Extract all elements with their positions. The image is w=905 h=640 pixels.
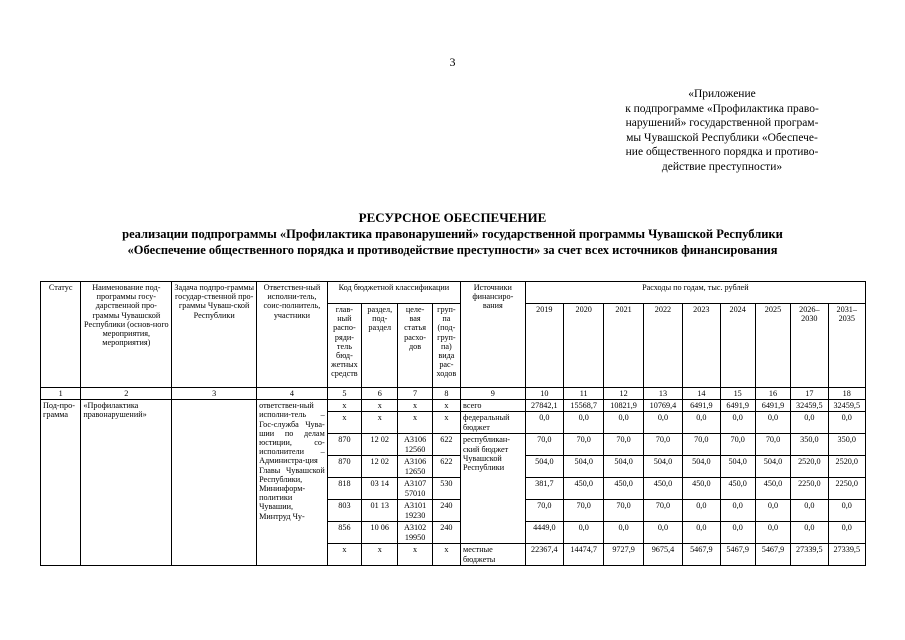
value-cell: 504,0: [604, 456, 643, 478]
table-row: [41, 400, 866, 412]
value-cell: 0,0: [604, 522, 643, 544]
header-task: Задача подпро-граммы государ-ственной про-граммы Чуваш-ской Республики: [172, 282, 257, 388]
value-cell: 27842,1: [525, 400, 563, 412]
value-cell: 450,0: [604, 478, 643, 500]
value-cell: 0,0: [755, 522, 790, 544]
value-cell: 70,0: [525, 500, 563, 522]
value-cell: 504,0: [720, 456, 755, 478]
header-year: 2021: [604, 304, 643, 388]
header-year: 2024: [720, 304, 755, 388]
value-cell: 0,0: [683, 522, 720, 544]
value-cell: 450,0: [720, 478, 755, 500]
value-cell: 70,0: [720, 434, 755, 456]
value-cell: 14474,7: [564, 544, 604, 566]
source-cell: всего: [461, 400, 526, 412]
source-cell: федеральный бюджет: [461, 412, 526, 434]
appendix-line: действие преступности»: [661, 160, 783, 173]
group-cell: 622: [432, 456, 460, 478]
article-cell: А3107 57010: [398, 478, 432, 500]
value-cell: 32459,5: [828, 400, 865, 412]
header-section: раздел, под-раздел: [362, 304, 398, 388]
value-cell: 70,0: [683, 434, 720, 456]
appendix-line: мы Чувашской Республики «Обеспече-: [626, 131, 818, 144]
section-cell: 01 13: [362, 500, 398, 522]
value-cell: 0,0: [791, 500, 828, 522]
value-cell: 6491,9: [720, 400, 755, 412]
group-cell: 622: [432, 434, 460, 456]
value-cell: 70,0: [755, 434, 790, 456]
header-name: Наименование под-программы госу-дарственной про-граммы Чувашской Республики (основ-ного мероприятия, мероприятия): [81, 282, 172, 388]
column-number: 16: [755, 388, 790, 400]
header-expenses: Расходы по годам, тыс. рублей: [525, 282, 865, 304]
main-manager-cell: 870: [327, 456, 361, 478]
header-year: 2025: [755, 304, 790, 388]
source-cell: местные бюджеты: [461, 544, 526, 566]
group-cell: 530: [432, 478, 460, 500]
value-cell: 6491,9: [755, 400, 790, 412]
value-cell: 0,0: [720, 500, 755, 522]
article-cell: x: [398, 400, 432, 412]
column-number: 3: [172, 388, 257, 400]
value-cell: 70,0: [643, 434, 682, 456]
article-cell: А3101 19230: [398, 500, 432, 522]
header-year: 2026–2030: [791, 304, 828, 388]
section-cell: 03 14: [362, 478, 398, 500]
header-year: 2020: [564, 304, 604, 388]
value-cell: 0,0: [643, 412, 682, 434]
task-cell: [172, 400, 257, 566]
executor-cell: ответствен-ный исполни-тель – Гос-служба Чува-шии по делам юстиции, со-исполнители – Администра-ция Главы Чувашской Республики, Мининформ-политики Чувашии, Минтруд Чу-: [257, 400, 328, 566]
value-cell: 0,0: [564, 522, 604, 544]
value-cell: 2250,0: [791, 478, 828, 500]
main-manager-cell: x: [327, 400, 361, 412]
header-status: Статус: [41, 282, 81, 388]
value-cell: 450,0: [643, 478, 682, 500]
article-cell: А3102 19950: [398, 522, 432, 544]
group-cell: 240: [432, 522, 460, 544]
value-cell: 0,0: [755, 500, 790, 522]
value-cell: 5467,9: [683, 544, 720, 566]
document-title: [0, 210, 905, 258]
value-cell: 0,0: [791, 522, 828, 544]
name-cell: «Профилактика правонарушений»: [81, 400, 172, 566]
value-cell: 0,0: [683, 412, 720, 434]
value-cell: 504,0: [643, 456, 682, 478]
main-manager-cell: 803: [327, 500, 361, 522]
group-cell: x: [432, 544, 460, 566]
column-number: 1: [41, 388, 81, 400]
header-group: груп-па (под-груп-па) вида рас-ходов: [432, 304, 460, 388]
appendix-line: «Приложение: [688, 88, 756, 100]
value-cell: 70,0: [643, 500, 682, 522]
value-cell: 5467,9: [755, 544, 790, 566]
header-year: 2031–2035: [828, 304, 865, 388]
value-cell: 350,0: [828, 434, 865, 456]
appendix-line: ние общественного порядка и противо-: [625, 146, 819, 158]
column-number: 17: [791, 388, 828, 400]
title-line-3: «Обеспечение общественного порядка и противодействие преступности» за счет всех источников финансирования: [127, 243, 778, 257]
value-cell: 504,0: [683, 456, 720, 478]
value-cell: 0,0: [755, 412, 790, 434]
header-main-manager: глав-ный распо-ряди-тель бюд-жетных средств: [327, 304, 361, 388]
value-cell: 32459,5: [791, 400, 828, 412]
value-cell: 5467,9: [720, 544, 755, 566]
column-number: 9: [461, 388, 526, 400]
value-cell: 0,0: [720, 412, 755, 434]
column-number: 18: [828, 388, 865, 400]
value-cell: 0,0: [828, 522, 865, 544]
main-manager-cell: x: [327, 412, 361, 434]
value-cell: 0,0: [604, 412, 643, 434]
value-cell: 450,0: [683, 478, 720, 500]
column-number: 4: [257, 388, 328, 400]
value-cell: 2250,0: [828, 478, 865, 500]
column-number: 11: [564, 388, 604, 400]
section-cell: 12 02: [362, 434, 398, 456]
appendix-line: к подпрограмме «Профилактика право-: [625, 102, 819, 115]
main-manager-cell: x: [327, 544, 361, 566]
group-cell: x: [432, 412, 460, 434]
value-cell: 70,0: [564, 500, 604, 522]
header-budget-code: Код бюджетной классификации: [327, 282, 460, 304]
column-number: 8: [432, 388, 460, 400]
section-cell: 10 06: [362, 522, 398, 544]
value-cell: 381,7: [525, 478, 563, 500]
header-year: 2023: [683, 304, 720, 388]
page-number: 3: [449, 55, 456, 69]
value-cell: 0,0: [828, 412, 865, 434]
appendix-note: [602, 87, 842, 174]
column-number: 10: [525, 388, 563, 400]
source-cell: республикан-ский бюджет Чувашской Республики: [461, 434, 526, 544]
value-cell: 350,0: [791, 434, 828, 456]
value-cell: 10821,9: [604, 400, 643, 412]
value-cell: 0,0: [828, 500, 865, 522]
header-executor: Ответствен-ный исполни-тель, соис-полнитель, участники: [257, 282, 328, 388]
status-cell: Под-про-грамма: [41, 400, 81, 566]
main-manager-cell: 870: [327, 434, 361, 456]
main-manager-cell: 818: [327, 478, 361, 500]
value-cell: 70,0: [604, 500, 643, 522]
value-cell: 0,0: [683, 500, 720, 522]
column-number: 14: [683, 388, 720, 400]
title-line-2: реализации подпрограммы «Профилактика правонарушений» государственной программы Чувашской Республики: [122, 227, 783, 241]
value-cell: 4449,0: [525, 522, 563, 544]
value-cell: 0,0: [564, 412, 604, 434]
value-cell: 2520,0: [791, 456, 828, 478]
column-number: 12: [604, 388, 643, 400]
header-article: целе-вая статья расхо-дов: [398, 304, 432, 388]
value-cell: 6491,9: [683, 400, 720, 412]
main-manager-cell: 856: [327, 522, 361, 544]
group-cell: 240: [432, 500, 460, 522]
value-cell: 450,0: [564, 478, 604, 500]
article-cell: А3106 12560: [398, 434, 432, 456]
value-cell: 22367,4: [525, 544, 563, 566]
section-cell: x: [362, 412, 398, 434]
value-cell: 9727,9: [604, 544, 643, 566]
article-cell: А3106 12650: [398, 456, 432, 478]
value-cell: 70,0: [564, 434, 604, 456]
title-line-1: РЕСУРСНОЕ ОБЕСПЕЧЕНИЕ: [358, 210, 547, 225]
header-year: 2019: [525, 304, 563, 388]
group-cell: x: [432, 400, 460, 412]
value-cell: 70,0: [525, 434, 563, 456]
value-cell: 0,0: [643, 522, 682, 544]
section-cell: 12 02: [362, 456, 398, 478]
value-cell: 504,0: [525, 456, 563, 478]
value-cell: 10769,4: [643, 400, 682, 412]
article-cell: x: [398, 412, 432, 434]
resource-table: [40, 281, 866, 566]
column-number: 5: [327, 388, 361, 400]
value-cell: 9675,4: [643, 544, 682, 566]
value-cell: 504,0: [564, 456, 604, 478]
column-number: 7: [398, 388, 432, 400]
section-cell: x: [362, 400, 398, 412]
value-cell: 0,0: [720, 522, 755, 544]
header-year: 2022: [643, 304, 682, 388]
value-cell: 70,0: [604, 434, 643, 456]
header-sources: Источники финансиро-вания: [461, 282, 526, 388]
value-cell: 0,0: [791, 412, 828, 434]
value-cell: 2520,0: [828, 456, 865, 478]
value-cell: 504,0: [755, 456, 790, 478]
value-cell: 27339,5: [828, 544, 865, 566]
value-cell: 0,0: [525, 412, 563, 434]
column-number: 13: [643, 388, 682, 400]
column-number: 2: [81, 388, 172, 400]
section-cell: x: [362, 544, 398, 566]
column-number: 6: [362, 388, 398, 400]
value-cell: 450,0: [755, 478, 790, 500]
column-number: 15: [720, 388, 755, 400]
value-cell: 27339,5: [791, 544, 828, 566]
article-cell: x: [398, 544, 432, 566]
appendix-line: нарушений» государственной програм-: [625, 117, 819, 129]
value-cell: 15568,7: [564, 400, 604, 412]
